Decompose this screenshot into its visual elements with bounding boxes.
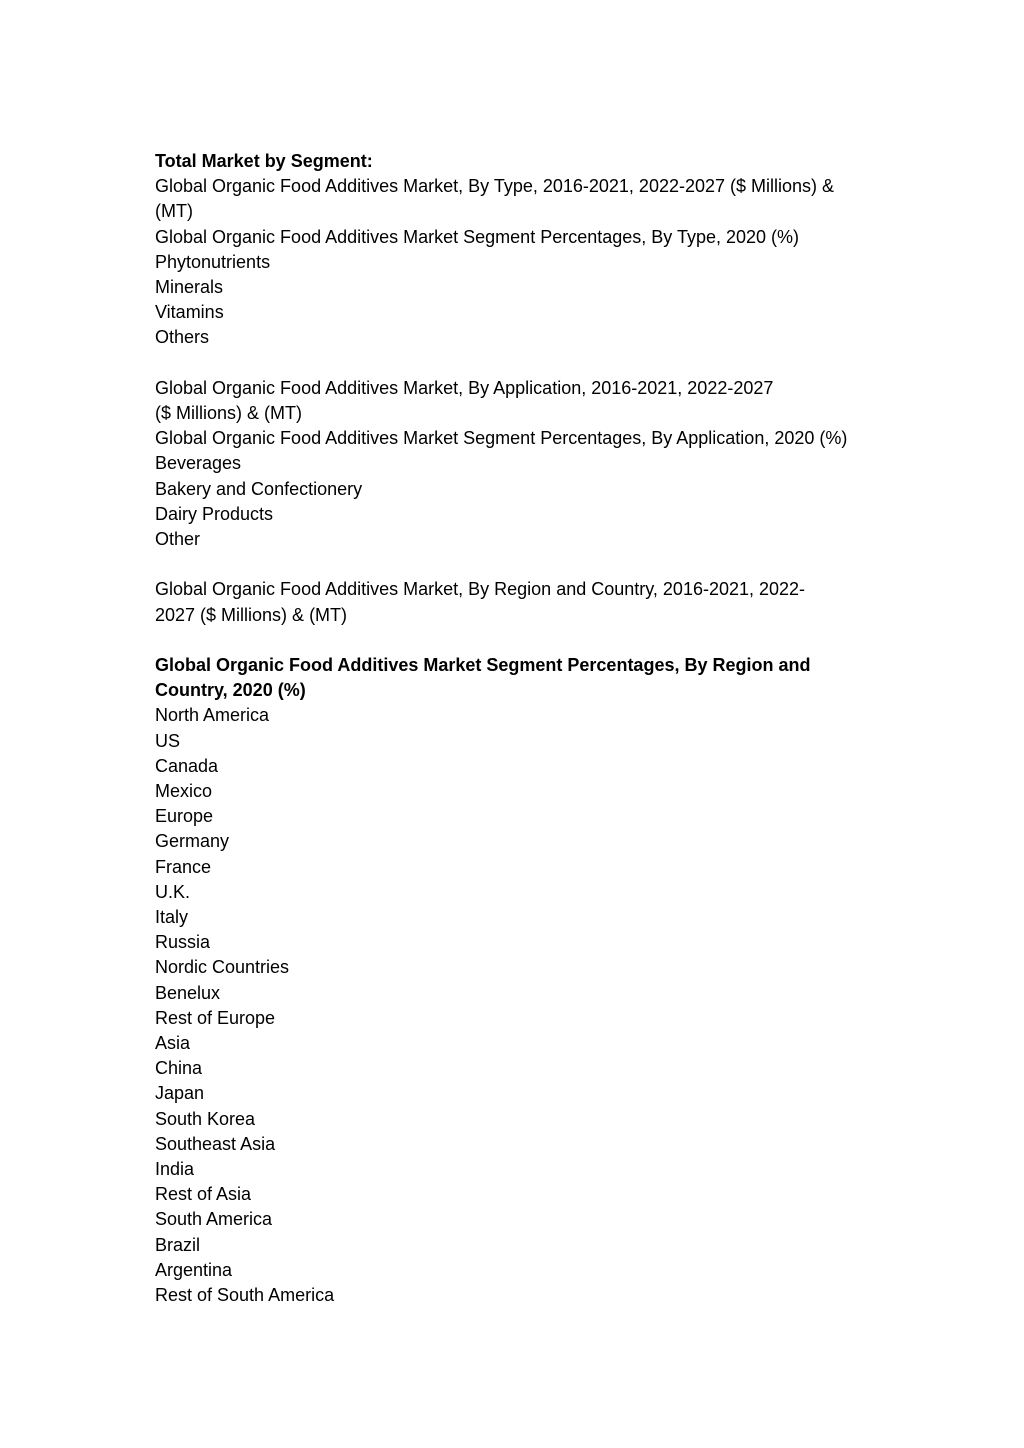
region-item: Southeast Asia (155, 1133, 276, 1154)
region-item: Rest of South America (155, 1285, 335, 1306)
region-item: South America (155, 1209, 273, 1230)
region-list (155, 703, 885, 1308)
region-percent-heading-line2: Country, 2020 (%) (155, 680, 306, 701)
region-percent-heading-line1: Global Organic Food Additives Market Segment Percentages, By Region and (155, 655, 811, 676)
region-item: Argentina (155, 1259, 233, 1280)
region-item: South Korea (155, 1108, 256, 1129)
segment-heading: Total Market by Segment: (155, 151, 373, 171)
region-item: Asia (155, 1033, 191, 1054)
region-item: Rest of Europe (155, 1007, 276, 1028)
region-item: Italy (155, 907, 189, 928)
region-item: Japan (155, 1083, 205, 1104)
type-item: Others (155, 327, 210, 348)
application-market-title-line2: ($ Millions) & (MT) (155, 403, 302, 424)
application-item: Other (155, 529, 201, 550)
type-market-title-line2: (MT) (155, 201, 193, 222)
region-item: Brazil (155, 1234, 201, 1255)
application-item: Beverages (155, 453, 242, 474)
type-item: Vitamins (155, 302, 224, 323)
section-spacer (155, 628, 885, 653)
region-item: India (155, 1159, 195, 1180)
region-market-title-line1: Global Organic Food Additives Market, By Region and Country, 2016-2021, 2022- (155, 579, 806, 600)
region-item: Benelux (155, 982, 221, 1003)
section-spacer (155, 351, 885, 376)
type-market-title-line1: Global Organic Food Additives Market, By Type, 2016-2021, 2022-2027 ($ Millions) & (155, 176, 835, 197)
application-percent-title: Global Organic Food Additives Market Segment Percentages, By Application, 2020 (%) (155, 428, 848, 449)
type-item: Minerals (155, 277, 224, 298)
application-item: Bakery and Confectionery (155, 478, 363, 499)
region-item: US (155, 730, 181, 751)
region-market-title-line2: 2027 ($ Millions) & (MT) (155, 604, 348, 625)
region-item: France (155, 856, 212, 877)
region-item: Russia (155, 932, 211, 953)
type-percent-title: Global Organic Food Additives Market Segment Percentages, By Type, 2020 (%) (155, 226, 800, 247)
application-item: Dairy Products (155, 503, 274, 524)
region-item: North America (155, 705, 270, 726)
section-spacer (155, 552, 885, 577)
type-item: Phytonutrients (155, 251, 271, 272)
region-item: U.K. (155, 881, 191, 902)
region-item: Mexico (155, 781, 213, 802)
region-item: Germany (155, 831, 230, 852)
region-item: Rest of Asia (155, 1184, 252, 1205)
region-item: Nordic Countries (155, 957, 290, 978)
document-page (155, 149, 885, 1308)
application-market-title-line1: Global Organic Food Additives Market, By Application, 2016-2021, 2022-2027 (155, 377, 774, 398)
region-item: China (155, 1058, 203, 1079)
region-item: Europe (155, 806, 214, 827)
region-item: Canada (155, 755, 219, 776)
